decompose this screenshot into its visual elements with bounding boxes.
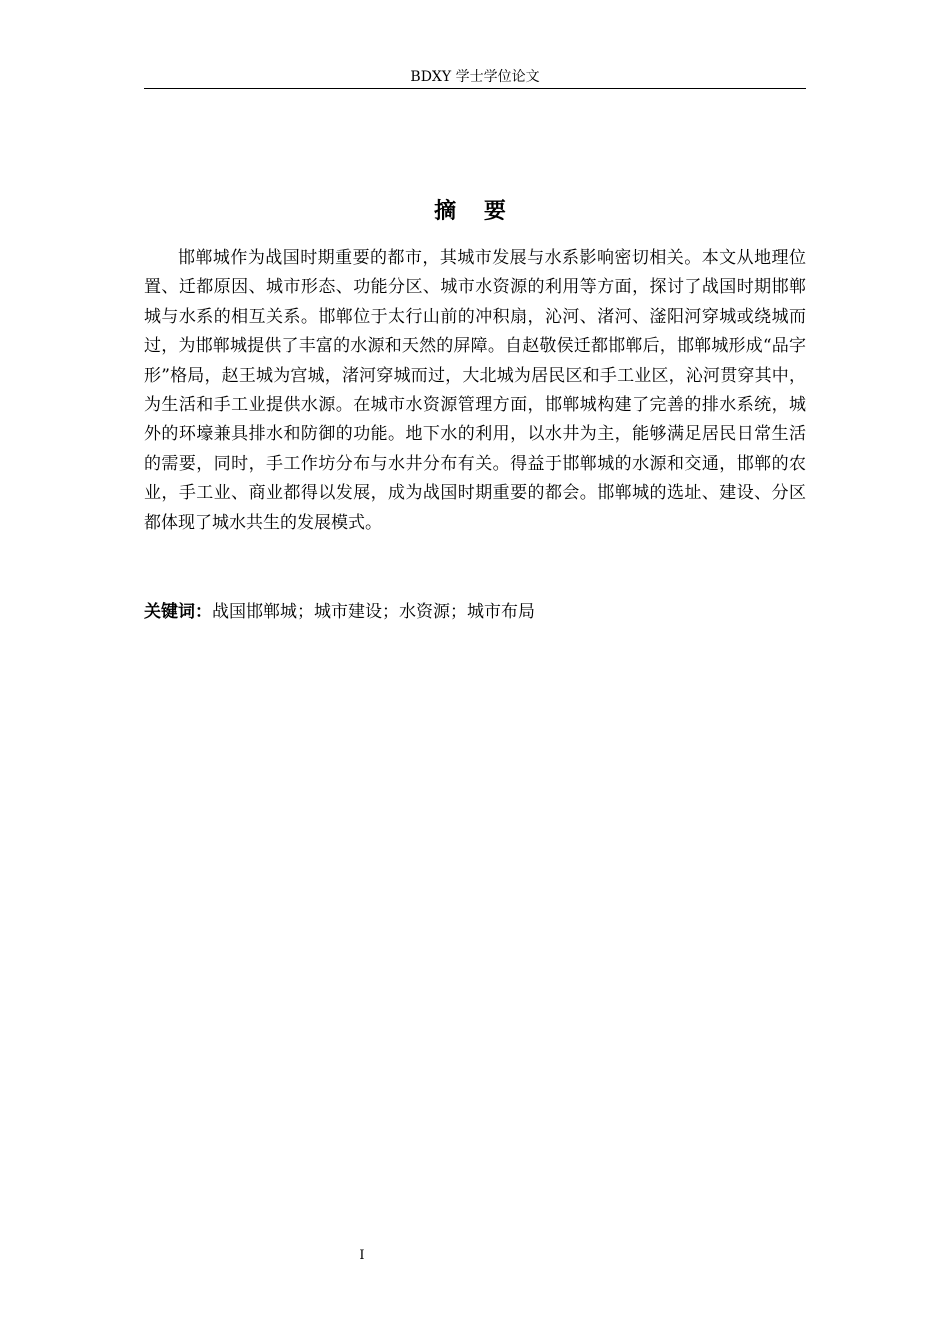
page-number: I [359,1248,365,1263]
keywords-label: 关键词： [144,602,212,622]
abstract-title: 摘 要 [434,198,516,224]
keywords-list: 战国邯郸城；城市建设；水资源；城市布局 [212,602,535,622]
running-header-text: BDXY 学士学位论文 [410,69,540,85]
keywords-line [144,598,806,627]
running-header [144,66,806,89]
abstract-body: 邯郸城作为战国时期重要的都市，其城市发展与水系影响密切相关。本文从地理位置、迁都原因、城市形态、功能分区、城市水资源的利用等方面，探讨了战国时期邯郸城与水系的相互关系。邯郸位于太行山前的冲积扇，沁河、渚河、滏阳河穿城或绕城而过，为邯郸城提供了丰富的水源和天然的屏障。自赵敬侯迁都邯郸后，邯郸城形成“品字形”格局，赵王城为宫城，渚河穿城而过，大北城为居民区和手工业区，沁河贯穿其中，为生活和手工业提供水源。在城市水资源管理方面，邯郸城构建了完善的排水系统，城外的环壕兼具排水和防御的功能。地下水的利用，以水井为主，能够满足居民日常生活的需要，同时，手工作坊分布与水井分布有关。得益于邯郸城的水源和交通，邯郸的农业，手工业、商业都得以发展，成为战国时期重要的都会。邯郸城的选址、建设、分区都体现了城水共生的发展模式。 [144,248,806,533]
